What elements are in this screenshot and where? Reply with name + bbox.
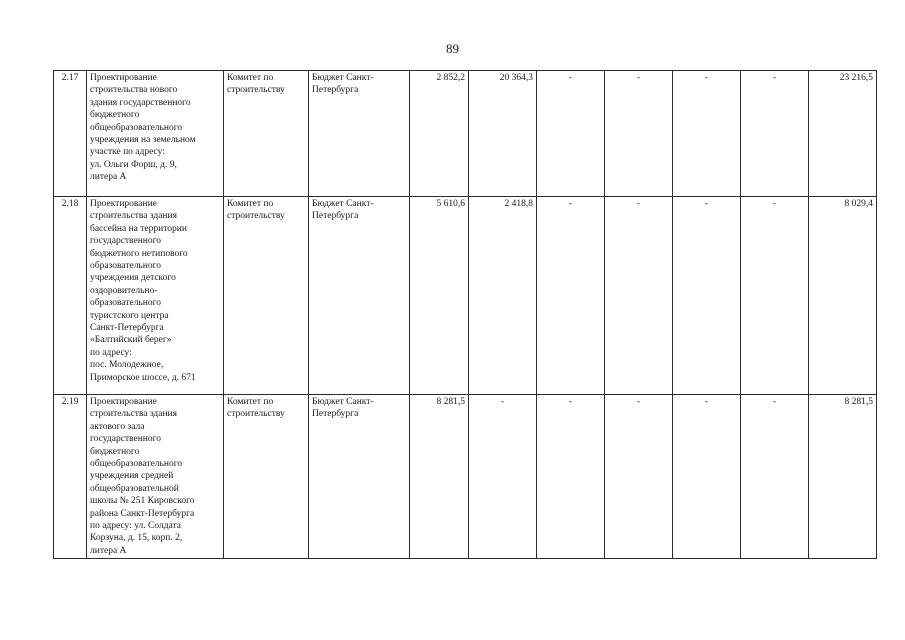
value-cell: -: [537, 71, 605, 197]
program-table: [53, 70, 877, 559]
table-row: [54, 197, 877, 395]
executor: Комитет по строительству: [224, 71, 309, 197]
funding-source: Бюджет Санкт- Петербурга: [309, 197, 410, 395]
total-cell: 8 281,5: [809, 395, 877, 559]
row-number: 2.17: [54, 71, 87, 197]
value-cell: -: [469, 395, 537, 559]
value-cell: -: [673, 395, 741, 559]
table-row: [54, 395, 877, 559]
value-cell: -: [537, 395, 605, 559]
activity-name: Проектирование строительства здания актового зала государственного бюджетного общеобразовательного учреждения средней общеобразовательной школы № 251 Кировского района Санкт-Петербурга по адресу: ул. Солдата Корзуна, д. 15, корп. 2, литера А: [87, 395, 224, 559]
row-number: 2.18: [54, 197, 87, 395]
value-cell: -: [673, 71, 741, 197]
page-number: 89: [446, 41, 459, 56]
total-cell: 8 029,4: [809, 197, 877, 395]
value-cell: 20 364,3: [469, 71, 537, 197]
value-cell: -: [605, 197, 673, 395]
value-cell: 5 610,6: [410, 197, 469, 395]
activity-name: Проектирование строительства нового здания государственного бюджетного общеобразовательного учреждения на земельном участке по адресу: ул. Ольги Форш, д. 9, литера А: [87, 71, 224, 197]
row-number: 2.19: [54, 395, 87, 559]
value-cell: 2 418,8: [469, 197, 537, 395]
total-cell: 23 216,5: [809, 71, 877, 197]
value-cell: 8 281,5: [410, 395, 469, 559]
value-cell: 2 852,2: [410, 71, 469, 197]
executor: Комитет по строительству: [224, 395, 309, 559]
value-cell: -: [605, 71, 673, 197]
value-cell: -: [741, 71, 809, 197]
value-cell: -: [741, 395, 809, 559]
executor: Комитет по строительству: [224, 197, 309, 395]
value-cell: -: [673, 197, 741, 395]
value-cell: -: [605, 395, 673, 559]
activity-name: Проектирование строительства здания бассейна на территории государственного бюджетного нетипового образовательного учреждения детского оздоровительно- образовательного туристского центра Санкт-Петербурга «Балтийский берег» по адресу: пос. Молодежное, Приморское шоссе, д. 671: [87, 197, 224, 395]
value-cell: -: [741, 197, 809, 395]
funding-source: Бюджет Санкт- Петербурга: [309, 71, 410, 197]
value-cell: -: [537, 197, 605, 395]
funding-source: Бюджет Санкт- Петербурга: [309, 395, 410, 559]
table-row: [54, 71, 877, 197]
